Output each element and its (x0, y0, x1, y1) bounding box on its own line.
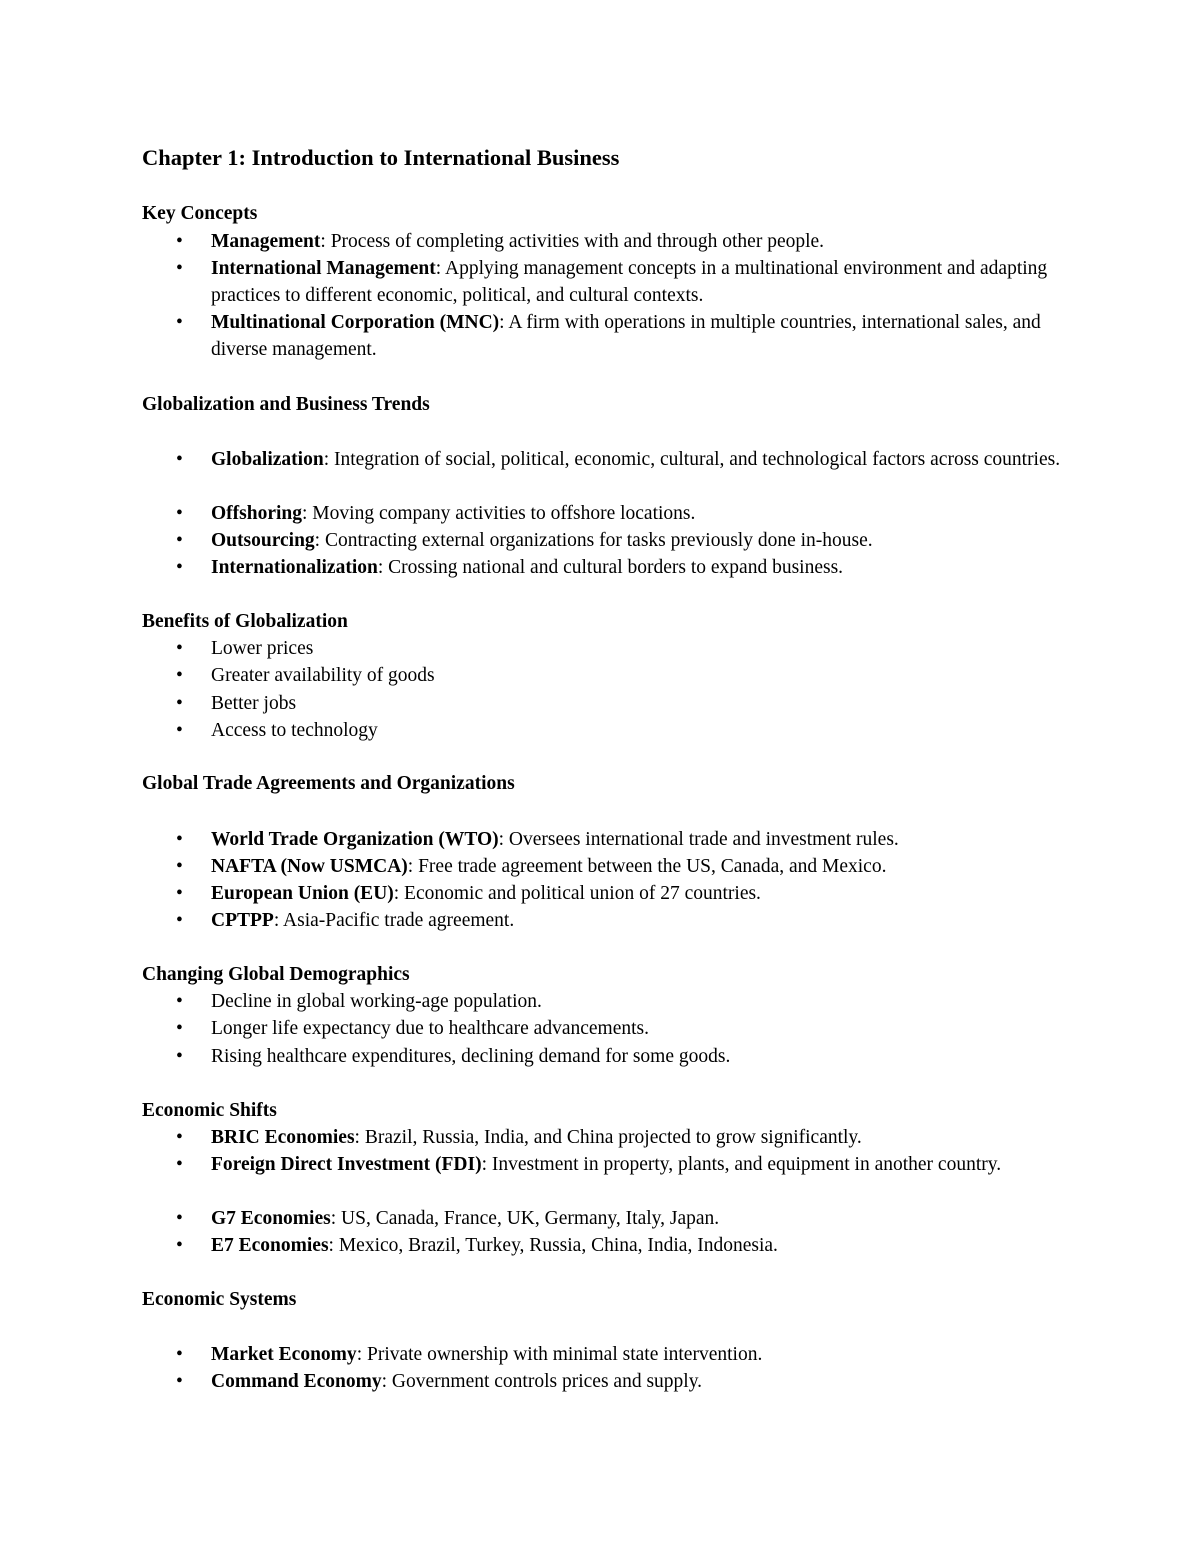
list-item-text: : Investment in property, plants, and equipment in another country. (481, 1154, 1002, 1175)
list-item-text: : Applying management concepts in a multinational environment and adapting practices to different economic, political, and cultural contexts. (211, 258, 1048, 306)
bullet-icon: • (176, 530, 183, 551)
list-item-text: : Free trade agreement between the US, Canada, and Mexico. (407, 856, 887, 877)
bullet-icon: • (176, 1127, 183, 1148)
bullet-icon: • (176, 665, 183, 686)
list-item-text: : Process of completing activities with and through other people. (320, 231, 825, 252)
list-item-text: : Integration of social, political, economic, cultural, and technological factors across countries. (323, 449, 1061, 470)
list-item-term: Foreign Direct Investment (FDI) (211, 1154, 482, 1175)
list-item-term: Globalization (211, 449, 324, 470)
bullet-icon: • (176, 312, 183, 333)
list-item-text: : Brazil, Russia, India, and China projected to grow significantly. (354, 1127, 862, 1148)
bullet-icon: • (176, 258, 183, 279)
list-item-term: Market Economy (211, 1344, 357, 1365)
page-title: Chapter 1: Introduction to International Business (142, 145, 620, 170)
list-item-term: NAFTA (Now USMCA) (211, 856, 408, 877)
bullet-icon: • (176, 1046, 183, 1067)
list-item-text: Lower prices (211, 638, 314, 659)
section-heading: Benefits of Globalization (142, 611, 348, 632)
section-heading: Changing Global Demographics (142, 964, 410, 985)
section-heading: Key Concepts (142, 203, 258, 224)
bullet-icon: • (176, 638, 183, 659)
list-item-text: : Asia-Pacific trade agreement. (273, 910, 515, 931)
bullet-icon: • (176, 829, 183, 850)
list-item-text: : Government controls prices and supply. (381, 1371, 703, 1392)
list-item-text: : Contracting external organizations for tasks previously done in-house. (314, 530, 873, 551)
list-item-term: Command Economy (211, 1371, 382, 1392)
bullet-icon: • (176, 883, 183, 904)
bullet-icon: • (176, 856, 183, 877)
list-item-text: : Private ownership with minimal state intervention. (356, 1344, 763, 1365)
list-item-text: Decline in global working-age population. (211, 991, 542, 1012)
list-item-text: : Oversees international trade and investment rules. (498, 829, 899, 850)
bullet-icon: • (176, 1018, 183, 1039)
bullet-icon: • (176, 231, 183, 252)
bullet-icon: • (176, 557, 183, 578)
bullet-icon: • (176, 1344, 183, 1365)
list-item-term: European Union (EU) (211, 883, 394, 904)
bullet-icon: • (176, 1154, 183, 1175)
section-heading: Economic Shifts (142, 1100, 277, 1121)
list-item-term: E7 Economies (211, 1235, 329, 1256)
list-item-text: Rising healthcare expenditures, declining demand for some goods. (211, 1046, 731, 1067)
list-item-text: : Crossing national and cultural borders to expand business. (377, 557, 844, 578)
bullet-icon: • (176, 1208, 183, 1229)
list-item-text: Better jobs (211, 693, 297, 714)
list-item-term: Offshoring (211, 503, 303, 524)
list-item-term: G7 Economies (211, 1208, 331, 1229)
list-item-term: International Management (211, 258, 436, 279)
list-item-text: : US, Canada, France, UK, Germany, Italy, Japan. (330, 1208, 720, 1229)
list-item-text: : A firm with operations in multiple countries, international sales, and diverse management. (211, 312, 1041, 360)
bullet-icon: • (176, 720, 183, 741)
list-item-text: Access to technology (211, 720, 378, 741)
list-item-text: Greater availability of goods (211, 665, 435, 686)
bullet-icon: • (176, 449, 183, 470)
list-item-term: BRIC Economies (211, 1127, 355, 1148)
bullet-icon: • (176, 693, 183, 714)
list-item-term: World Trade Organization (WTO) (211, 829, 499, 850)
bullet-icon: • (176, 503, 183, 524)
list-item-term: Internationalization (211, 557, 378, 578)
section-heading: Globalization and Business Trends (142, 394, 430, 415)
list-item-term: Outsourcing (211, 530, 315, 551)
bullet-icon: • (176, 910, 183, 931)
bullet-icon: • (176, 1371, 183, 1392)
bullet-icon: • (176, 1235, 183, 1256)
list-item-text: : Economic and political union of 27 countries. (393, 883, 761, 904)
bullet-icon: • (176, 991, 183, 1012)
list-item-term: CPTPP (211, 910, 274, 931)
list-item-term: Management (211, 231, 321, 252)
list-item-term: Multinational Corporation (MNC) (211, 312, 500, 333)
section-heading: Global Trade Agreements and Organizations (142, 773, 515, 794)
list-item-text: : Mexico, Brazil, Turkey, Russia, China, India, Indonesia. (328, 1235, 778, 1256)
list-item-text: Longer life expectancy due to healthcare advancements. (211, 1018, 649, 1039)
list-item-text: : Moving company activities to offshore locations. (302, 503, 696, 524)
section-heading: Economic Systems (142, 1289, 297, 1310)
